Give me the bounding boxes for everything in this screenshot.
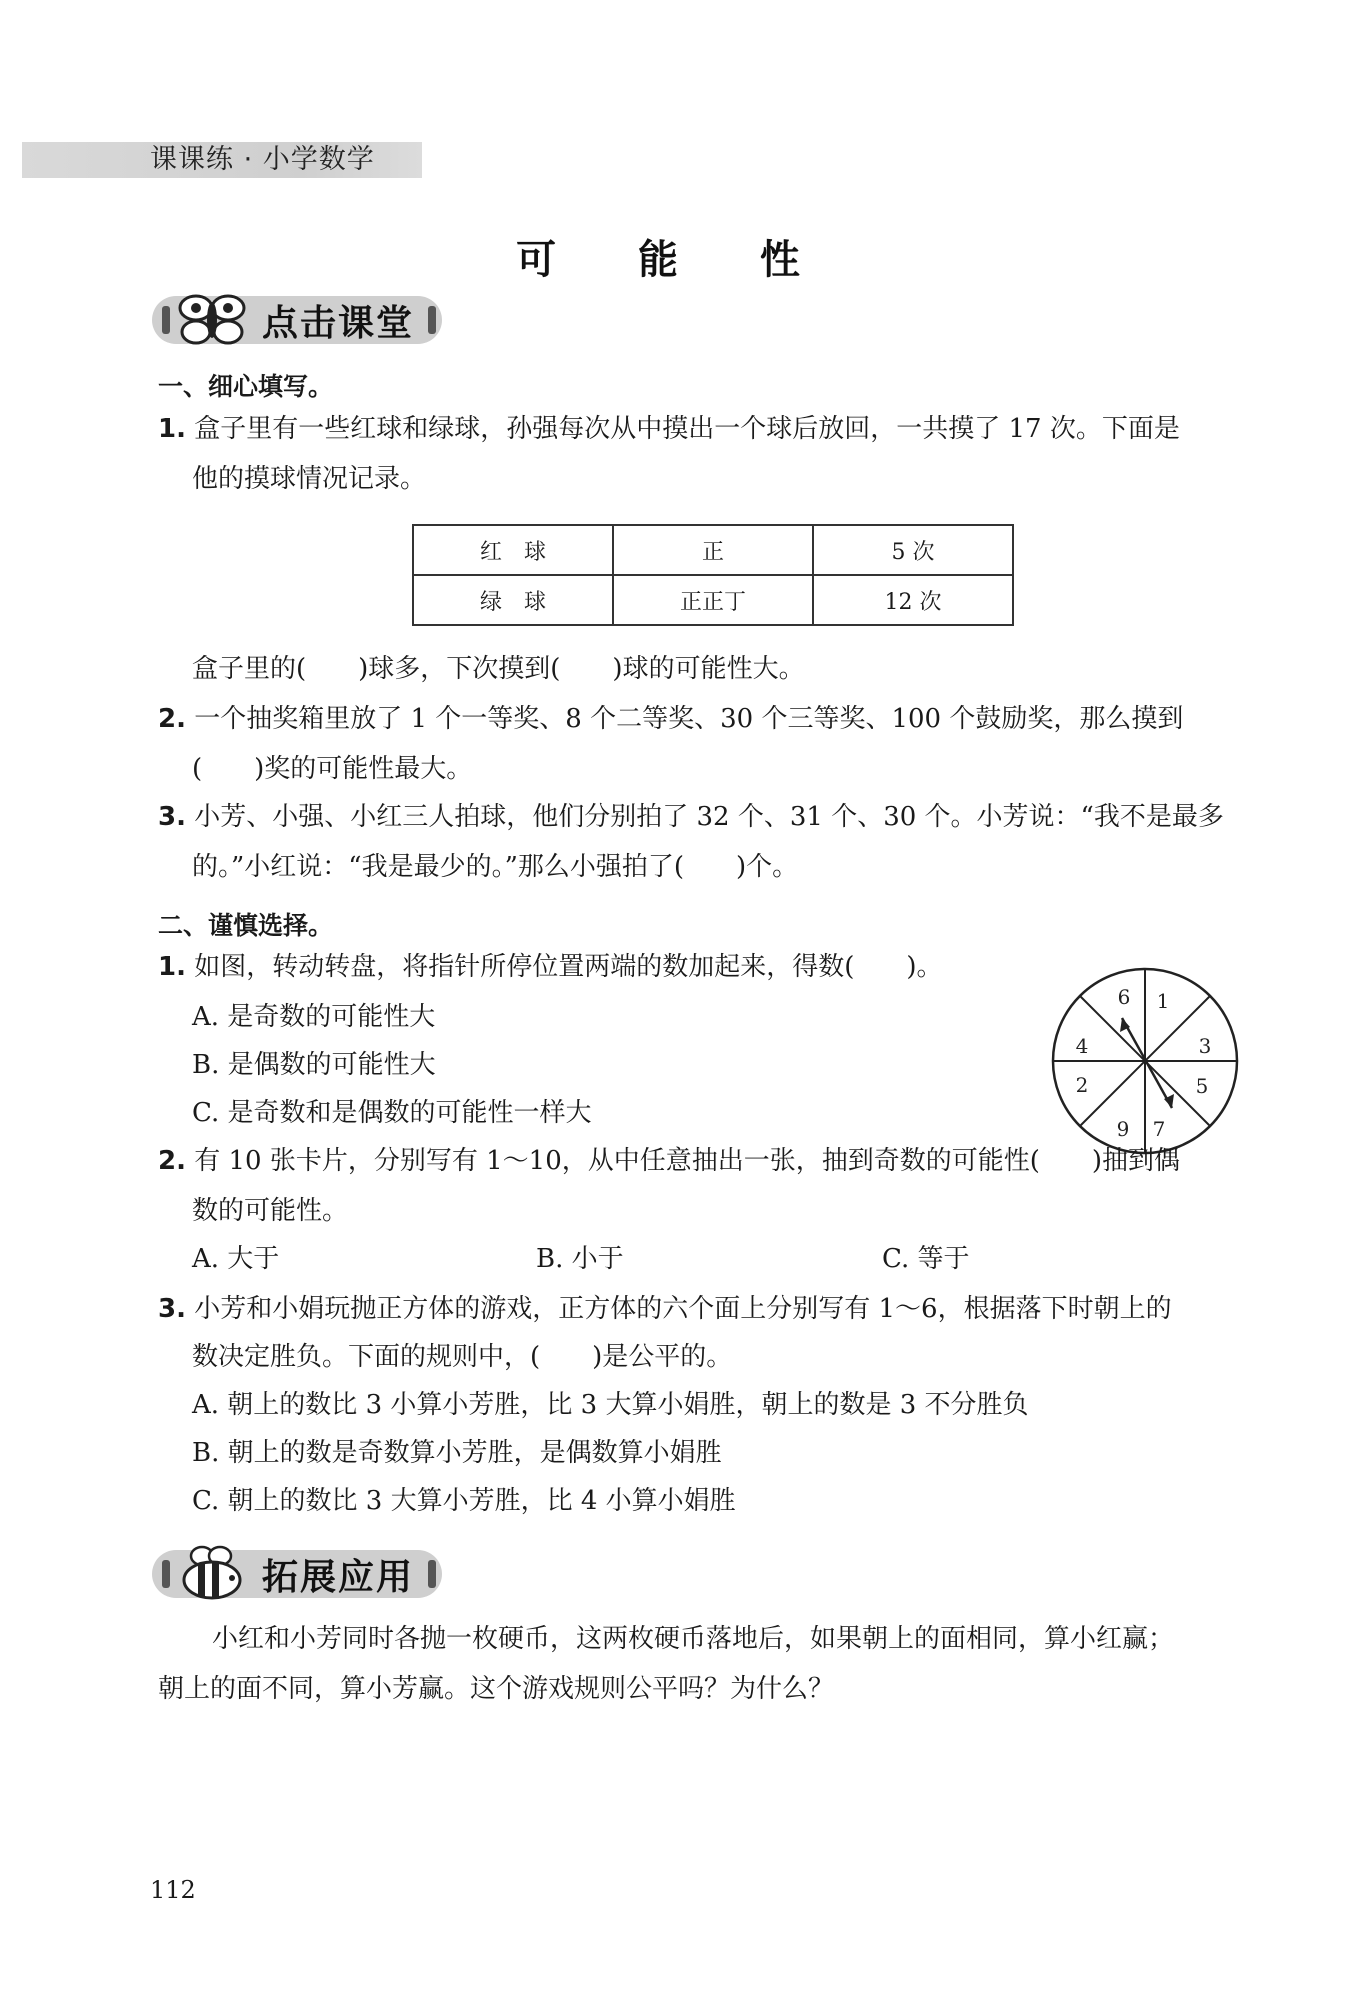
table-cell: 12 次 [813, 575, 1013, 625]
option: C. 是奇数和是偶数的可能性一样大 [192, 1098, 592, 1128]
question-2-3-cont: 数决定胜负。下面的规则中，( )是公平的。 [192, 1342, 733, 1372]
part2-heading: 二、谨慎选择。 [158, 911, 334, 940]
table-cell: 绿 球 [413, 575, 613, 625]
answer-line-1-1: 盒子里的( )球多，下次摸到( )球的可能性大。 [192, 654, 805, 684]
option: C. 朝上的数比 3 大算小芳胜，比 4 小算小娟胜 [192, 1486, 736, 1516]
question-1-1 [158, 410, 1180, 448]
question-text: 如图，转动转盘，将指针所停位置两端的数加起来，得数( )。 [194, 952, 943, 982]
book-header: 课课练 · 小学数学 [150, 144, 375, 175]
section-label: 点击课堂 [262, 302, 415, 344]
question-number: 2. [158, 704, 186, 734]
question-2-2 [158, 1142, 1180, 1180]
question-1-2-cont: ( )奖的可能性最大。 [192, 754, 473, 784]
page-title: 可 能 性 [516, 237, 834, 283]
question-text: 小芳、小强、小红三人拍球，他们分别拍了 32 个、31 个、30 个。小芳说：“我不是最多 [194, 802, 1224, 832]
option: B. 朝上的数是奇数算小芳胜，是偶数算小娟胜 [192, 1438, 722, 1468]
bee-icon [174, 1544, 250, 1613]
question-number: 3. [158, 802, 186, 832]
option: B. 是偶数的可能性大 [192, 1050, 436, 1080]
page-number: 112 [150, 1876, 196, 1904]
spinner-number: 9 [1116, 1117, 1130, 1141]
spinner-number: 5 [1195, 1074, 1209, 1098]
question-number: 2. [158, 1146, 186, 1176]
question-text: 有 10 张卡片，分别写有 1～10，从中任意抽出一张，抽到奇数的可能性( )抽到偶 [194, 1146, 1181, 1176]
part1-heading: 一、细心填写。 [158, 372, 334, 401]
question-number: 1. [158, 414, 186, 444]
butterfly-icon [174, 290, 250, 359]
question-2-2-cont: 数的可能性。 [192, 1196, 349, 1226]
question-1-2 [158, 700, 1183, 738]
option: C. 等于 [882, 1244, 970, 1274]
question-number: 1. [158, 952, 186, 982]
section-badge-classroom [152, 292, 442, 348]
spinner-number: 3 [1198, 1034, 1212, 1058]
spinner-diagram [1050, 966, 1240, 1156]
option: A. 朝上的数比 3 小算小芳胜，比 3 大算小娟胜，朝上的数是 3 不分胜负 [192, 1390, 1029, 1420]
table-cell: 5 次 [813, 525, 1013, 575]
spinner-number: 7 [1152, 1117, 1166, 1141]
spinner-number: 2 [1075, 1073, 1089, 1097]
spinner-number: 4 [1075, 1034, 1089, 1058]
section-label: 拓展应用 [262, 1556, 415, 1598]
spinner-number: 1 [1156, 989, 1170, 1013]
extension-question: 小红和小芳同时各抛一枚硬币，这两枚硬币落地后，如果朝上的面相同，算小红赢； [212, 1624, 1175, 1654]
table-row [413, 575, 1013, 625]
option: A. 大于 [192, 1244, 280, 1274]
question-2-3 [158, 1290, 1172, 1328]
question-1-1-cont: 他的摸球情况记录。 [192, 464, 427, 494]
table-cell: 红 球 [413, 525, 613, 575]
table-row [413, 525, 1013, 575]
question-text: 一个抽奖箱里放了 1 个一等奖、8 个二等奖、30 个三等奖、100 个鼓励奖，那么摸到 [194, 704, 1184, 734]
extension-question-cont: 朝上的面不同，算小芳赢。这个游戏规则公平吗？为什么？ [158, 1674, 835, 1704]
record-table [412, 524, 1014, 626]
question-text: 小芳和小娟玩抛正方体的游戏，正方体的六个面上分别写有 1～6，根据落下时朝上的 [194, 1294, 1172, 1324]
question-1-3-cont: 的。”小红说：“我是最少的。”那么小强拍了( )个。 [192, 852, 799, 882]
option: A. 是奇数的可能性大 [192, 1002, 436, 1032]
option: B. 小于 [536, 1244, 624, 1274]
table-cell: 正 [613, 525, 813, 575]
question-text: 盒子里有一些红球和绿球，孙强每次从中摸出一个球后放回，一共摸了 17 次。下面是 [194, 414, 1180, 444]
section-pill [152, 296, 442, 344]
question-number: 3. [158, 1294, 186, 1324]
section-badge-extension [152, 1546, 442, 1602]
question-2-1 [158, 948, 943, 986]
question-1-3 [158, 798, 1224, 836]
section-pill [152, 1550, 442, 1598]
spinner-number: 6 [1117, 985, 1131, 1009]
table-cell: 正正丁 [613, 575, 813, 625]
